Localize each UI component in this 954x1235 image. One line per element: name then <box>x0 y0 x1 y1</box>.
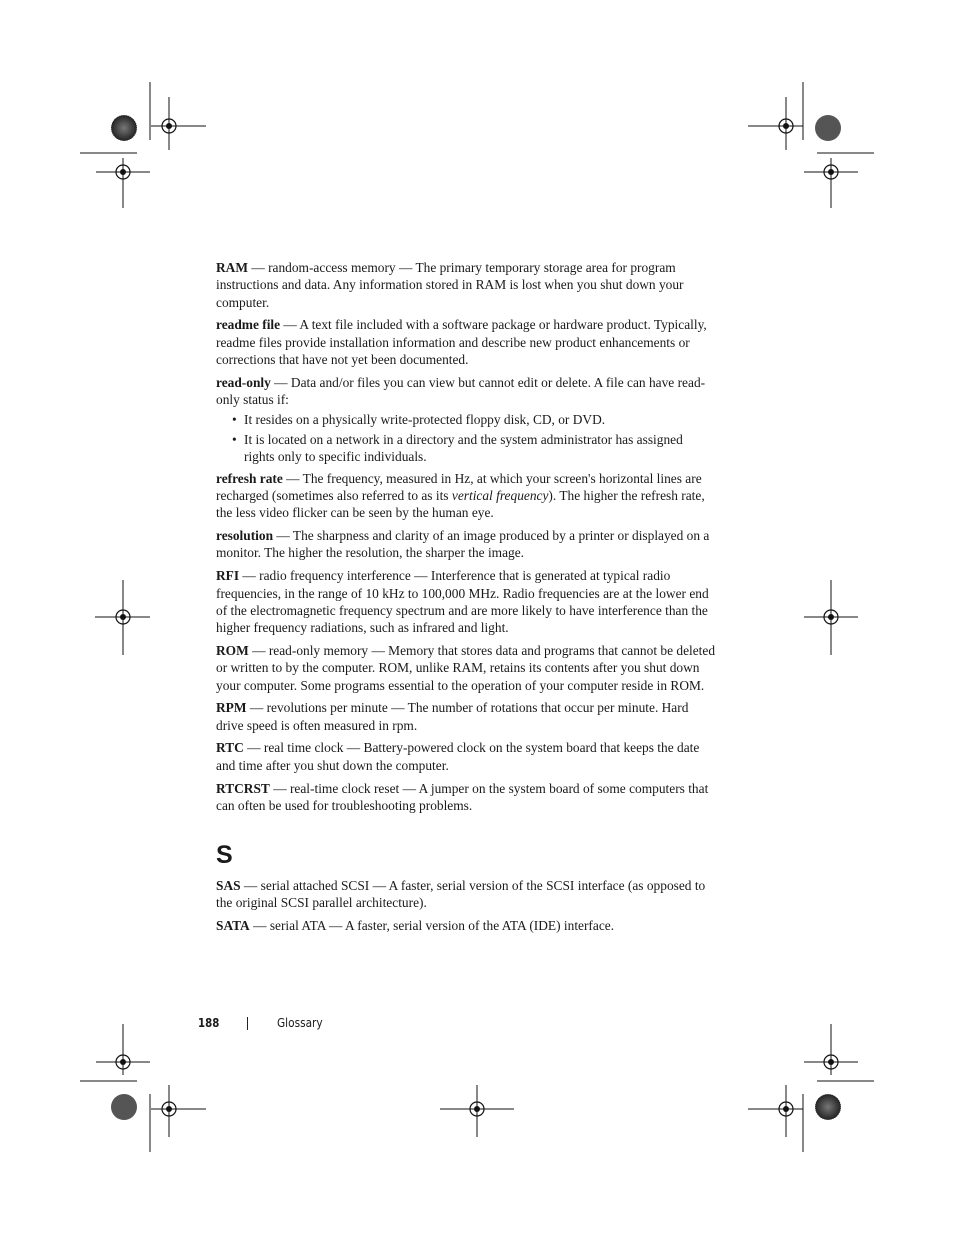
definition: — serial attached SCSI — A faster, serial version of the SCSI interface (as opposed to the original SCSI parallel architecture). <box>216 878 706 911</box>
definition: — radio frequency interference — Interference that is generated at typical radio frequencies, in the range of 10 kHz to 100,000 MHz. Radio frequencies are at the lower end of the electromagnetic frequency spectrum and are more likely to have interference than the higher frequency radiations, such as infrared and light. <box>216 568 709 636</box>
term: SATA <box>216 918 250 934</box>
definition: — The sharpness and clarity of an image produced by a printer or displayed on a monitor. The higher the resolution, the sharper the image. <box>216 528 710 561</box>
entry-sata <box>216 917 716 934</box>
list-item: • It resides on a physically write-protected floppy disk, CD, or DVD. <box>232 411 716 428</box>
entry-refresh-rate <box>216 470 716 522</box>
entry-sas <box>216 877 716 912</box>
definition: — random-access memory — The primary temporary storage area for program instructions and data. Any information stored in RAM is lost when you shut down your computer. <box>216 260 684 310</box>
section-heading-s: S <box>216 841 233 870</box>
entry-rfi <box>216 567 716 636</box>
definition: — real time clock — Battery-powered clock on the system board that keeps the date and time after you shut down the computer. <box>216 740 700 773</box>
definition: — read-only memory — Memory that stores data and programs that cannot be deleted or written to by the computer. ROM, unlike RAM, retains its contents after you shut down your computer. Some programs essential to the operation of your computer reside in ROM. <box>216 642 716 693</box>
entry-readme-file <box>216 316 716 368</box>
term: RTC <box>216 740 244 756</box>
glossary-content <box>216 259 716 940</box>
page-footer <box>198 1015 329 1031</box>
entry-rtcrst <box>216 780 716 815</box>
term: SAS <box>216 878 241 894</box>
term: RAM <box>216 260 248 275</box>
definition: — The frequency, measured in Hz, at which your screen's horizontal lines are recharged (sometimes also referred to as its <box>216 470 702 504</box>
definition: — A text file included with a software package or hardware product. Typically, readme files provide installation information and describe new product enhancements or corrections that have not yet been documented. <box>216 317 707 367</box>
term: RFI <box>216 568 240 584</box>
entry-rom <box>216 642 716 694</box>
entry-read-only <box>216 374 716 409</box>
page-number: 188 <box>198 1016 220 1030</box>
term: read-only <box>216 374 271 390</box>
term: refresh rate <box>216 470 283 486</box>
list-item: • It is located on a network in a directory and the system administrator has assigned rights only to specific individuals. <box>232 431 716 466</box>
definition: — serial ATA — A faster, serial version of the ATA (IDE) interface. <box>249 918 615 934</box>
entry-ram <box>216 259 716 311</box>
entry-resolution <box>216 527 716 562</box>
term: readme file <box>216 317 281 333</box>
footer-separator <box>247 1017 248 1030</box>
definition: — revolutions per minute — The number of rotations that occur per minute. Hard drive speed is often measured in rpm. <box>216 700 689 733</box>
read-only-bullet-list <box>216 411 716 466</box>
definition: — Data and/or files you can view but cannot edit or delete. A file can have read-only status if: <box>216 374 706 408</box>
entry-rtc <box>216 739 716 774</box>
term: RTCRST <box>216 780 270 796</box>
footer-section-label: Glossary <box>277 1016 323 1030</box>
entry-rpm <box>216 699 716 734</box>
definition-emphasis: vertical frequency <box>451 488 549 504</box>
definition: — real-time clock reset — A jumper on the system board of some computers that can often be used for troubleshooting problems. <box>216 780 709 813</box>
term: RPM <box>216 700 247 716</box>
definition: ). The higher the refresh rate, the less video flicker can be seen by the human eye. <box>216 488 705 521</box>
term: ROM <box>216 642 249 658</box>
term: resolution <box>216 528 274 544</box>
